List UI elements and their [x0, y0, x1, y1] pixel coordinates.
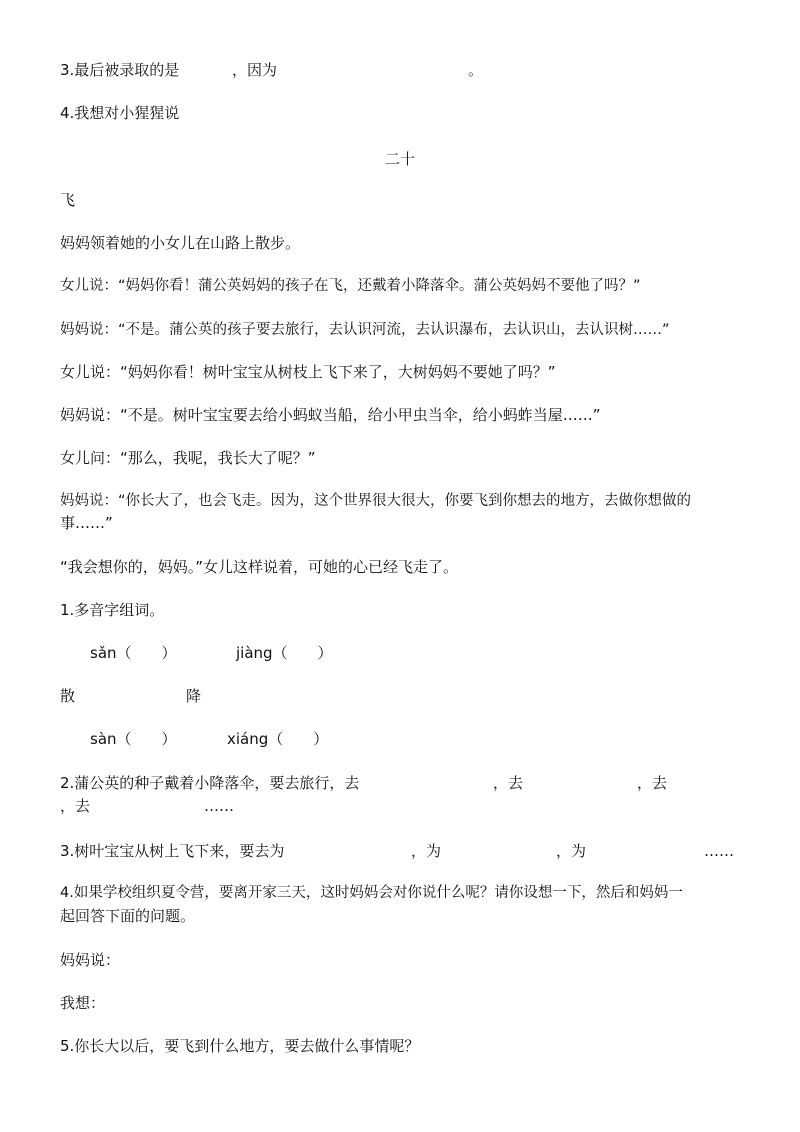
story-paragraph: 女儿说：“妈妈你看！蒲公英妈妈的孩子在飞，还戴着小降落伞。蒲公英妈妈不要他了吗？”	[60, 278, 641, 294]
question-3-blank-separator: ，为	[411, 842, 442, 860]
question-2-blank-separator: ，去	[493, 774, 524, 792]
question-1-title: 1.多音字组词。	[60, 601, 165, 619]
answer-label-mom: 妈妈说：	[60, 951, 121, 969]
question-2-blank-separator: ，去	[60, 797, 91, 815]
story-paragraph: 妈妈说：“你长大了，也会飞走。因为，这个世界很大很大，你要飞到你想去的地方，去做你想做的	[60, 493, 692, 509]
story-paragraph: 妈妈说：“不是。蒲公英的孩子要去旅行，去认识河流，去认识瀑布，去认识山，去认识树……”	[60, 322, 670, 338]
story-paragraph: 女儿说：“妈妈你看！树叶宝宝从树枝上飞下来了，大树妈妈不要她了吗？”	[60, 363, 556, 381]
story-paragraph: 女儿问：“那么，我呢，我长大了呢？”	[60, 449, 316, 467]
pinyin-xiang2-blank[interactable]: xiáng（ ）	[227, 730, 329, 748]
answer-label-me: 我想：	[60, 994, 106, 1012]
question-3-ellipsis: ……	[704, 842, 734, 860]
story-paragraph: 妈妈领着她的小女儿在山路上散步。	[60, 234, 301, 252]
pinyin-san3-blank[interactable]: sǎn（ ）	[90, 644, 177, 662]
story-paragraph: 妈妈说：“不是。树叶宝宝要去给小蚂蚁当船，给小甲虫当伞，给小蚂蚱当屋……”	[60, 406, 601, 424]
question-5: 5.你长大以后，要飞到什么地方，要去做什么事情呢？	[60, 1037, 420, 1055]
story-paragraph: “我会想你的，妈妈。”女儿这样说着，可她的心已经飞走了。	[60, 558, 459, 576]
prev-question-3-because: ，因为	[232, 61, 278, 79]
question-2: 2.蒲公英的种子戴着小降落伞，要去旅行，去	[60, 774, 360, 792]
pinyin-san4-blank[interactable]: sàn（ ）	[90, 730, 177, 748]
question-3: 3.树叶宝宝从树上飞下来，要去为	[60, 842, 285, 860]
prev-question-3-end: 。	[468, 61, 484, 79]
prev-question-4: 4.我想对小猩猩说	[60, 104, 180, 122]
polyphone-char-san: 散	[60, 687, 76, 705]
prev-question-3: 3.最后被录取的是	[60, 61, 180, 79]
question-3-blank-separator: ，为	[556, 842, 587, 860]
question-2-blank-separator: ，去	[637, 774, 668, 792]
polyphone-char-jiang: 降	[186, 687, 202, 705]
story-paragraph-continued: 事……”	[60, 514, 113, 532]
question-4-continued: 起回答下面的问题。	[60, 907, 196, 925]
section-number: 二十	[384, 150, 415, 168]
question-2-ellipsis: ……	[204, 797, 234, 815]
pinyin-jiang4-blank[interactable]: jiàng（ ）	[236, 644, 333, 662]
question-4: 4.如果学校组织夏令营，要离开家三天，这时妈妈会对你说什么呢？请你设想一下，然后和妈妈一	[60, 885, 683, 901]
story-title: 飞	[60, 191, 76, 209]
